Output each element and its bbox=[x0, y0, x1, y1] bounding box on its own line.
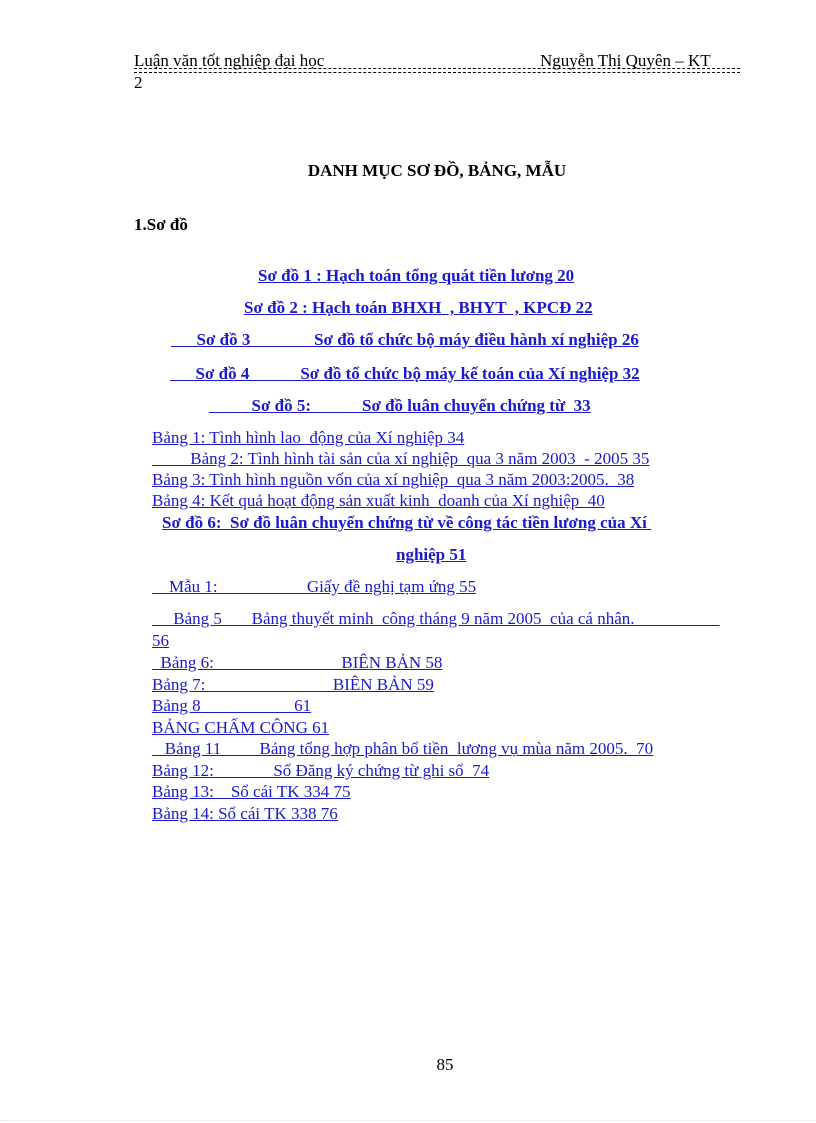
toc-link[interactable]: Bảng 2: Tình hình tài sản của xí nghiệp qua 3 năm 2003 - 2005 35 bbox=[152, 449, 650, 468]
toc-link[interactable]: Sơ đồ 4 Sơ đồ tổ chức bộ máy kế toán của Xí nghiệp 32 bbox=[170, 364, 640, 383]
toc-link[interactable]: Bảng 7: BIÊN BẢN 59 bbox=[152, 675, 434, 694]
toc-link[interactable]: Bảng 11 Bảng tổng hợp phân bổ tiền lương vụ mùa năm 2005. 70 bbox=[152, 739, 654, 758]
section-heading: 1.Sơ đồ bbox=[134, 215, 188, 234]
header-right: Nguyễn Thị Quyên – KT bbox=[540, 51, 711, 70]
page-number: 85 bbox=[436, 1055, 454, 1074]
toc-link[interactable]: BẢNG CHẤM CÔNG 61 bbox=[152, 718, 330, 737]
toc-link[interactable]: Bảng 8 61 bbox=[152, 696, 312, 715]
toc-link[interactable]: Bảng 13: Sổ cái TK 334 75 bbox=[152, 782, 351, 801]
page-bottom-edge bbox=[0, 1120, 816, 1121]
toc-link[interactable]: Bảng 14: Sổ cái TK 338 76 bbox=[152, 804, 338, 823]
header-rule bbox=[134, 68, 740, 73]
header-left: Luận văn tốt nghiệp đại học bbox=[134, 51, 325, 70]
toc-link[interactable]: nghiệp 51 bbox=[396, 545, 467, 564]
toc-link[interactable]: Sơ đồ 2 : Hạch toán BHXH , BHYT , KPCĐ 22 bbox=[244, 298, 593, 317]
toc-link[interactable]: Sơ đồ 1 : Hạch toán tổng quát tiền lương 20 bbox=[258, 266, 575, 285]
toc-link[interactable]: Bảng 4: Kết quả hoạt động sản xuất kinh doanh của Xí nghiệp 40 bbox=[152, 491, 605, 510]
toc-link[interactable]: Sơ đồ 6: Sơ đồ luân chuyển chứng từ về công tác tiền lương của Xí bbox=[162, 513, 652, 532]
toc-link[interactable]: Bảng 1: Tình hình lao động của Xí nghiệp 34 bbox=[152, 428, 465, 447]
toc-link[interactable]: Sơ đồ 3 Sơ đồ tổ chức bộ máy điều hành xí nghiệp 26 bbox=[171, 330, 639, 349]
page-title: DANH MỤC SƠ ĐỒ, BẢNG, MẪU bbox=[307, 161, 567, 180]
toc-link[interactable]: Mẫu 1: Giấy đề nghị tạm ứng 55 bbox=[152, 577, 477, 596]
toc-link[interactable]: Bảng 6: BIÊN BẢN 58 bbox=[152, 653, 443, 672]
header-right-continued: 2 bbox=[134, 73, 143, 92]
toc-link[interactable]: Sơ đồ 5: Sơ đồ luân chuyển chứng từ 33 bbox=[209, 396, 591, 415]
toc-link[interactable]: Bảng 12: Sổ Đăng ký chứng từ ghi sổ 74 bbox=[152, 761, 490, 780]
toc-link[interactable]: Bảng 5 Bảng thuyết minh công tháng 9 năm 2005 của cá nhân. bbox=[152, 609, 720, 628]
toc-link[interactable]: Bảng 3: Tình hình nguồn vốn của xí nghiệp qua 3 năm 2003:2005. 38 bbox=[152, 470, 635, 489]
toc-link[interactable]: 56 bbox=[152, 631, 169, 650]
